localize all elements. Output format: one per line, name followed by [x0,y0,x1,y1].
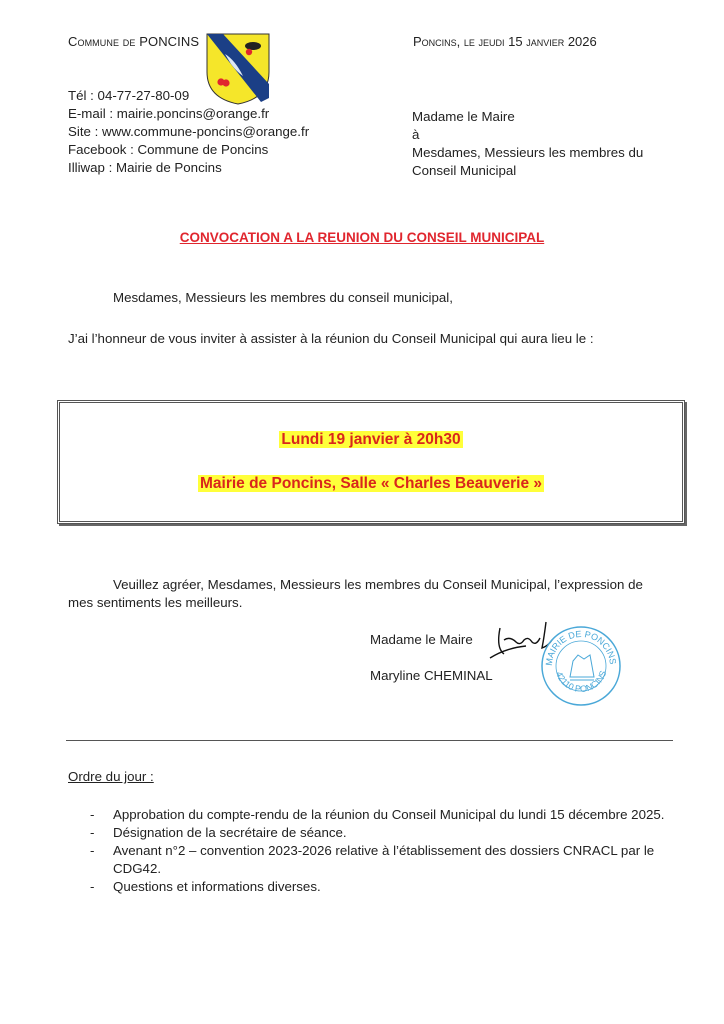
svg-text:42110 PONCINS [554,669,608,694]
contact-block [68,87,309,177]
recipient-block [412,108,643,180]
contact-facebook: Facebook : Commune de Poncins [68,142,269,157]
agenda-item-text: Approbation du compte-rendu de la réunion du Conseil Municipal du lundi 15 décembre 2025. [113,807,665,822]
agenda-title: Ordre du jour : [68,769,154,784]
meeting-location [60,475,682,493]
agenda-item-text: Désignation de la secrétaire de séance. [113,825,347,840]
agenda-item [90,878,670,896]
agenda-item [90,824,670,842]
recipient-line: Conseil Municipal [412,163,517,178]
signatory-name: Maryline CHEMINAL [370,668,493,683]
date-line: Poncins, le jeudi 15 janvier 2026 [413,34,597,49]
agenda-item [90,806,670,824]
invitation-text: J’ai l’honneur de vous inviter à assister à la réunion du Conseil Municipal qui aura lieu le : [68,331,594,346]
signatory-title: Madame le Maire [370,632,473,647]
recipient-line: Mesdames, Messieurs les membres du [412,145,644,160]
agenda-item [90,842,670,878]
salutation: Mesdames, Messieurs les membres du conseil municipal, [113,290,453,305]
contact-email: E-mail : mairie.poncins@orange.fr [68,106,270,121]
bullet-dash: - [90,825,95,840]
meeting-location-text: Mairie de Poncins, Salle « Charles Beauverie » [199,475,543,492]
closing-text: Veuillez agréer, Mesdames, Messieurs les membres du Conseil Municipal, l’expression de mes sentiments les meilleurs. [68,577,643,610]
svg-text:MAIRIE DE PONCINS [544,629,618,666]
recipient-line: à [412,127,420,142]
recipient-line: Madame le Maire [412,109,515,124]
contact-site: Site : www.commune-poncins@orange.fr [68,124,310,139]
contact-phone: Tél : 04-77-27-80-09 [68,88,190,103]
commune-name: Commune de PONCINS [68,34,200,49]
agenda-list [90,806,670,896]
meeting-box [57,400,685,524]
bullet-dash: - [90,807,95,822]
separator-line [66,740,673,741]
contact-illiwap: Illiwap : Mairie de Poncins [68,160,222,175]
bullet-dash: - [90,879,95,894]
bullet-dash: - [90,843,95,858]
document-title: CONVOCATION A LA REUNION DU CONSEIL MUNICIPAL [179,230,545,245]
town-hall-stamp-icon [540,625,622,707]
stamp-bottom-text: 42110 PONCINS [554,669,609,695]
agenda-item-text: Questions et informations diverses. [113,879,321,894]
meeting-datetime [60,431,682,449]
meeting-datetime-text: Lundi 19 janvier à 20h30 [281,431,461,448]
stamp-top-text: MAIRIE DE PONCINS [543,628,619,667]
agenda-item-text: Avenant n°2 – convention 2023-2026 relative à l’établissement des dossiers CNRACL par le CDG42. [113,843,655,876]
